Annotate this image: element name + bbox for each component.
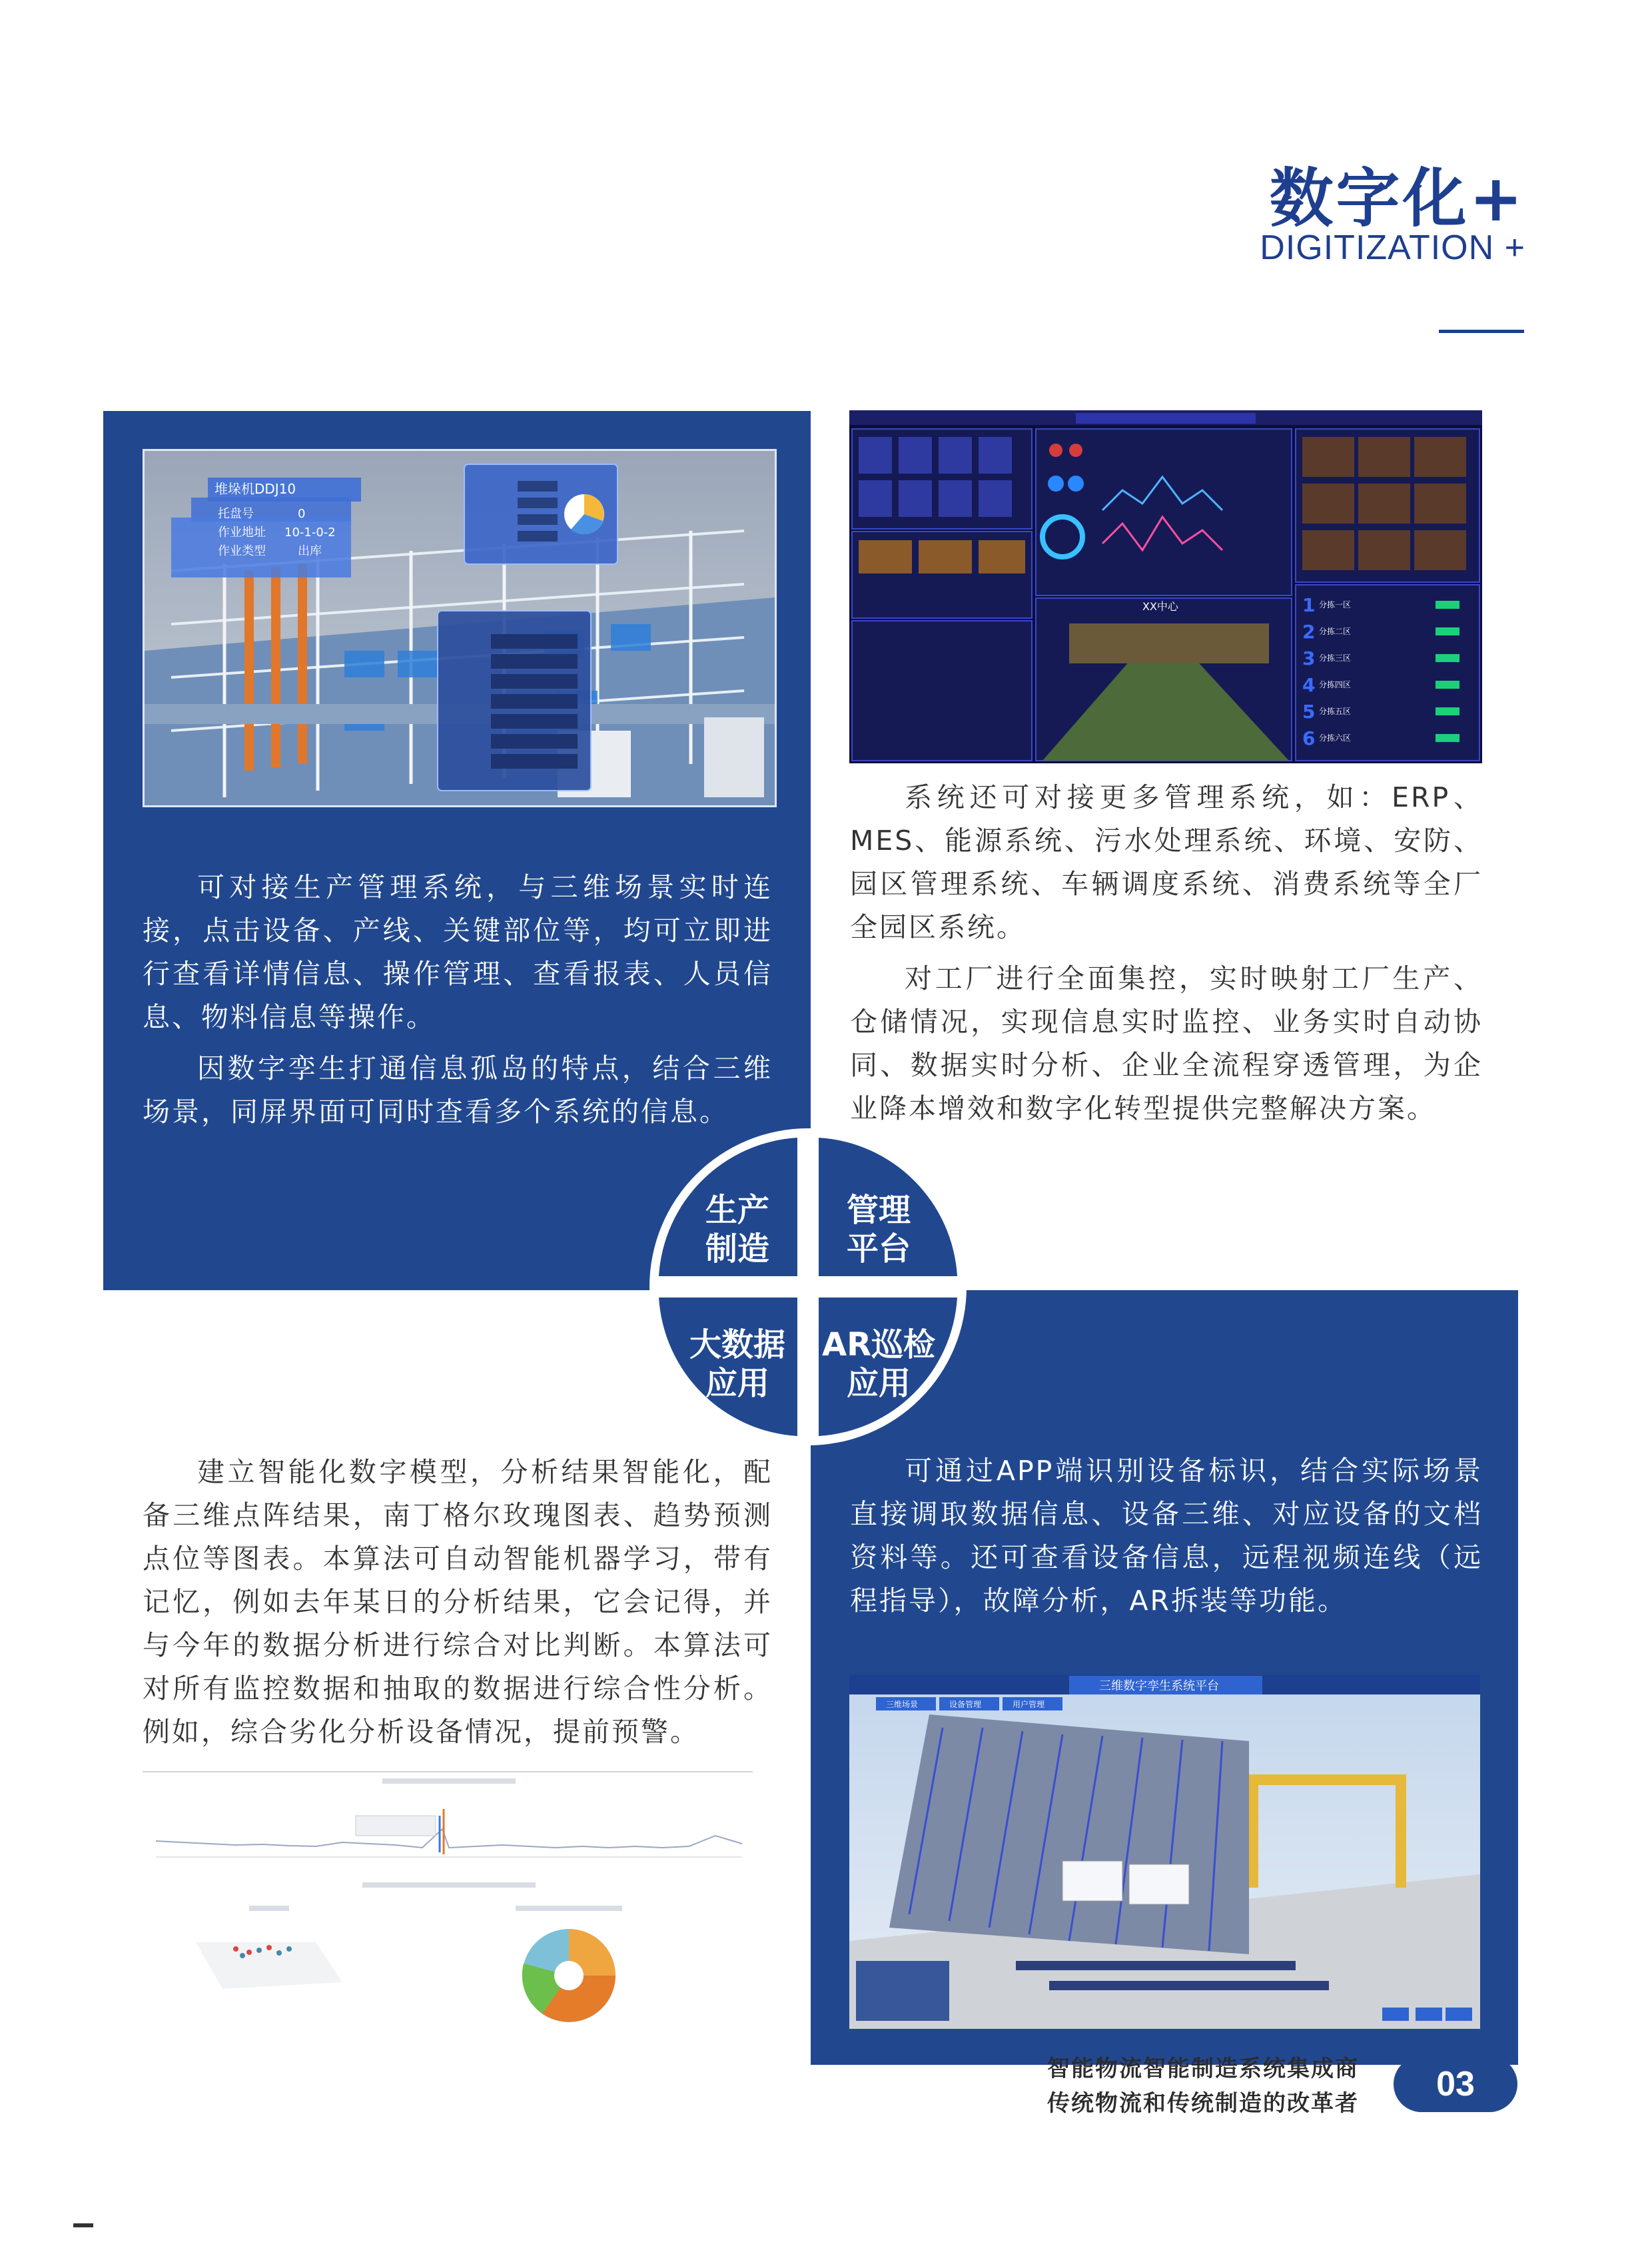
paragraph: 建立智能化数字模型，分析结果智能化，配备三维点阵结果，南丁格尔玫瑰图表、趋势预测点位等图表。本算法可自动智能机器学习，带有记忆，例如去年某日的分析结果，它会记得，并与今年的数据分析进行综合对比判断。本算法可对所有监控数据和抽取的数据进行综合性分析。例如，综合劣化分析设备情况，提前预警。 (143, 1456, 773, 1748)
analysis-charts-screenshot (143, 1769, 753, 2075)
twin-tab-1: 三维场景 (886, 1700, 919, 1709)
svg-text:4: 4 (1302, 674, 1316, 696)
paragraph: 对工厂进行全面集控，实时映射工厂生产、仓储情况，实现信息实时监控、业务实时自动协同、数据实时分析、企业全流程穿透管理，为企业降本增效和数字化转型提供完整解决方案。 (850, 962, 1483, 1124)
footer-slogan (959, 2052, 1359, 2121)
svg-text:1: 1 (1302, 594, 1316, 616)
text-block-ar (850, 1449, 1483, 1631)
dashboard-center-label: XX中心 (1142, 600, 1178, 613)
svg-text:5: 5 (1302, 701, 1316, 723)
corner-mark (73, 2223, 93, 2227)
paragraph: 可对接生产管理系统，与三维场景实时连接，点击设备、产线、关键部位等，均可立即进行查看详情信息、操作管理、查看报表、人员信息、物料信息等操作。 (143, 871, 773, 1033)
platform-title: 三维数字孪生系统平台 (1099, 1679, 1219, 1693)
footer-line-2: 传统物流和传统制造的改革者 (1047, 2090, 1359, 2117)
paragraph: 可通过APP端识别设备标识，结合实际场景直接调取数据信息、设备三维、对应设备的文档资料等。还可查看设备信息，远程视频连线（远程指导），故障分析，AR拆装等功能。 (850, 1455, 1483, 1617)
addr-value: 10-1-0-2 (284, 526, 336, 540)
title-divider (1439, 330, 1524, 333)
page-subtitle: DIGITIZATION + (1260, 228, 1525, 267)
addr-label: 作业地址 (218, 526, 266, 540)
management-dashboard-screenshot (849, 410, 1482, 763)
page-number: 03 (1394, 2056, 1517, 2112)
text-block-production (143, 866, 773, 1142)
tray-label: 托盘号 (218, 507, 254, 521)
zone-2: 分拣二区 (1319, 627, 1352, 636)
paragraph: 系统还可对接更多管理系统，如：ERP、MES、能源系统、污水处理系统、环境、安防、园区管理系统、车辆调度系统、消费系统等全厂全园区系统。 (850, 781, 1483, 943)
warehouse-3d-screenshot (143, 449, 777, 807)
zone-6: 分拣六区 (1319, 733, 1352, 743)
zone-1: 分拣一区 (1319, 600, 1352, 609)
type-value: 出库 (298, 544, 322, 558)
quadrant-label-ar-inspection: AR巡检 应用 (821, 1326, 936, 1402)
svg-text:6: 6 (1302, 727, 1316, 749)
digital-twin-screenshot (849, 1675, 1480, 2029)
zone-4: 分拣四区 (1319, 680, 1352, 689)
svg-text:3: 3 (1302, 647, 1316, 669)
text-block-bigdata (143, 1451, 773, 1762)
paragraph: 因数字孪生打通信息孤岛的特点，结合三维场景，同屏界面可同时查看多个系统的信息。 (143, 1052, 773, 1128)
tray-value: 0 (298, 507, 306, 521)
zone-5: 分拣五区 (1319, 707, 1352, 716)
twin-tab-2: 设备管理 (949, 1700, 982, 1709)
quadrant-label-production: 生产 制造 (705, 1192, 769, 1268)
twin-tab-3: 用户管理 (1013, 1700, 1045, 1709)
zone-3: 分拣三区 (1319, 653, 1352, 663)
type-label: 作业类型 (218, 544, 266, 558)
quadrant-label-management: 管理 平台 (846, 1192, 911, 1268)
svg-text:2: 2 (1302, 621, 1316, 643)
text-block-management (850, 776, 1483, 1138)
footer-line-1: 智能物流智能制造系统集成商 (1047, 2055, 1359, 2082)
quadrant-label-bigdata: 大数据 应用 (689, 1326, 785, 1402)
page-title: 数字化+ (1269, 161, 1525, 236)
quadrant-diagram (648, 1127, 968, 1447)
stacker-label: 堆垛机DDJ10 (214, 481, 296, 497)
